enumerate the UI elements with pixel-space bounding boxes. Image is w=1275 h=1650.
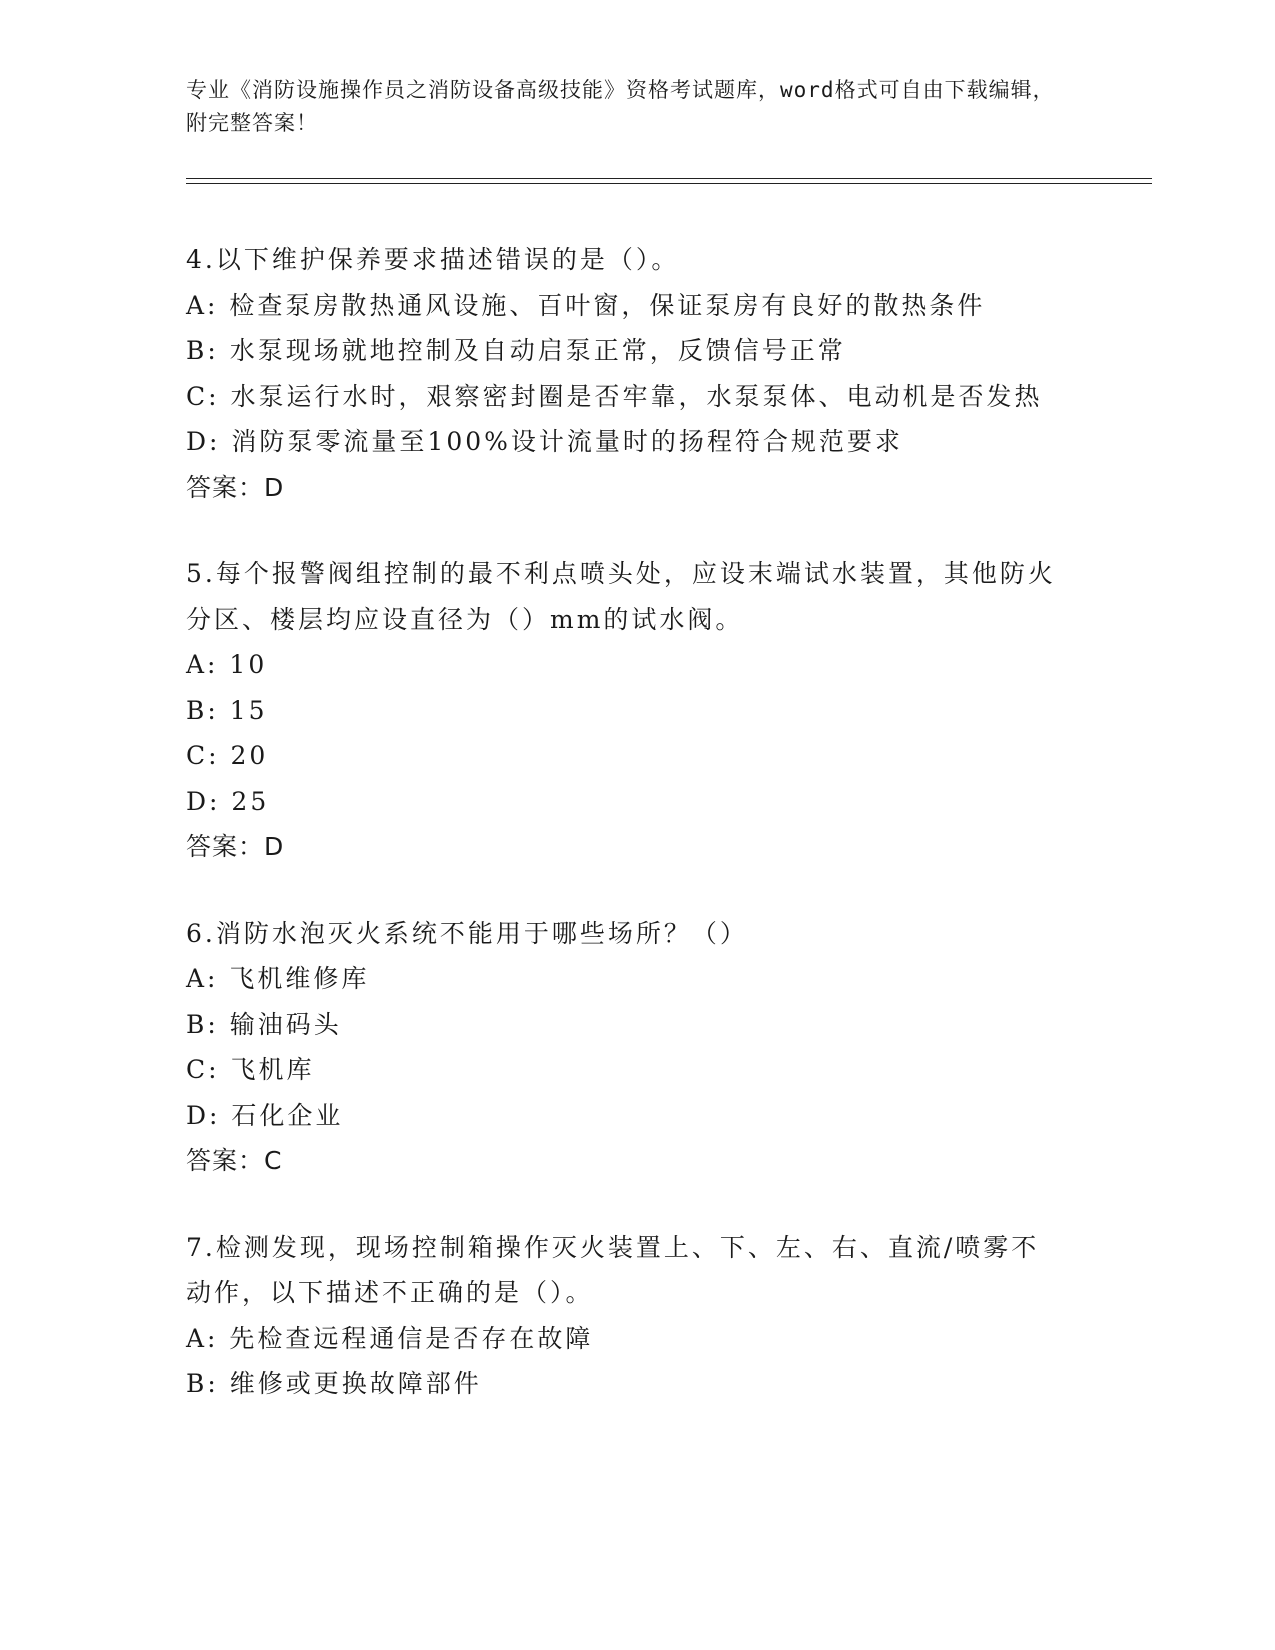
option-d: D: 石化企业 — [186, 1100, 344, 1130]
option-a: A: 检查泵房散热通风设施、百叶窗，保证泵房有良好的散热条件 — [186, 290, 986, 320]
header-divider-bottom — [186, 183, 1152, 184]
question-stem: 7.检测发现，现场控制箱操作灭火装置上、下、左、右、直流/喷雾不动作，以下描述不正确的是（）。 — [186, 1232, 1040, 1307]
option-c: C: 20 — [186, 741, 269, 770]
option-c: C: 飞机库 — [186, 1055, 315, 1084]
option-a: A: 飞机维修库 — [186, 964, 370, 993]
option-d: D: 25 — [186, 786, 270, 816]
answer-text: 答案：D — [186, 832, 285, 861]
question-item — [186, 1225, 1086, 1407]
option-a: A: 先检查远程通信是否存在故障 — [186, 1323, 594, 1353]
question-stem: 5.每个报警阀组控制的最不利点喷头处，应设末端试水装置，其他防火分区、楼层均应设直径为（）mm的试水阀。 — [186, 559, 1056, 634]
question-stem: 6.消防水泡灭火系统不能用于哪些场所？（） — [186, 918, 748, 948]
question-item — [186, 551, 1086, 870]
question-stem: 4.以下维护保养要求描述错误的是（）。 — [186, 245, 680, 274]
option-b: B: 15 — [186, 695, 268, 725]
question-item — [186, 911, 1086, 1184]
answer-text: 答案：C — [186, 1146, 283, 1175]
answer-text: 答案：D — [186, 472, 285, 502]
question-list — [186, 237, 1086, 1448]
option-b: B: 水泵现场就地控制及自动启泵正常，反馈信号正常 — [186, 336, 846, 365]
document-header: 专业《消防设施操作员之消防设备高级技能》资格考试题库，word格式可自由下载编辑，附完整答案！ — [186, 78, 1055, 135]
option-d: D: 消防泵零流量至100%设计流量时的扬程符合规范要求 — [186, 427, 903, 456]
header-divider-top — [186, 178, 1152, 179]
option-b: B: 维修或更换故障部件 — [186, 1369, 482, 1398]
option-c: C: 水泵运行水时，艰察密封圈是否牢靠，水泵泵体、电动机是否发热 — [186, 381, 1043, 411]
option-b: B: 输油码头 — [186, 1009, 342, 1039]
option-a: A: 10 — [186, 650, 268, 679]
question-item — [186, 237, 1086, 510]
